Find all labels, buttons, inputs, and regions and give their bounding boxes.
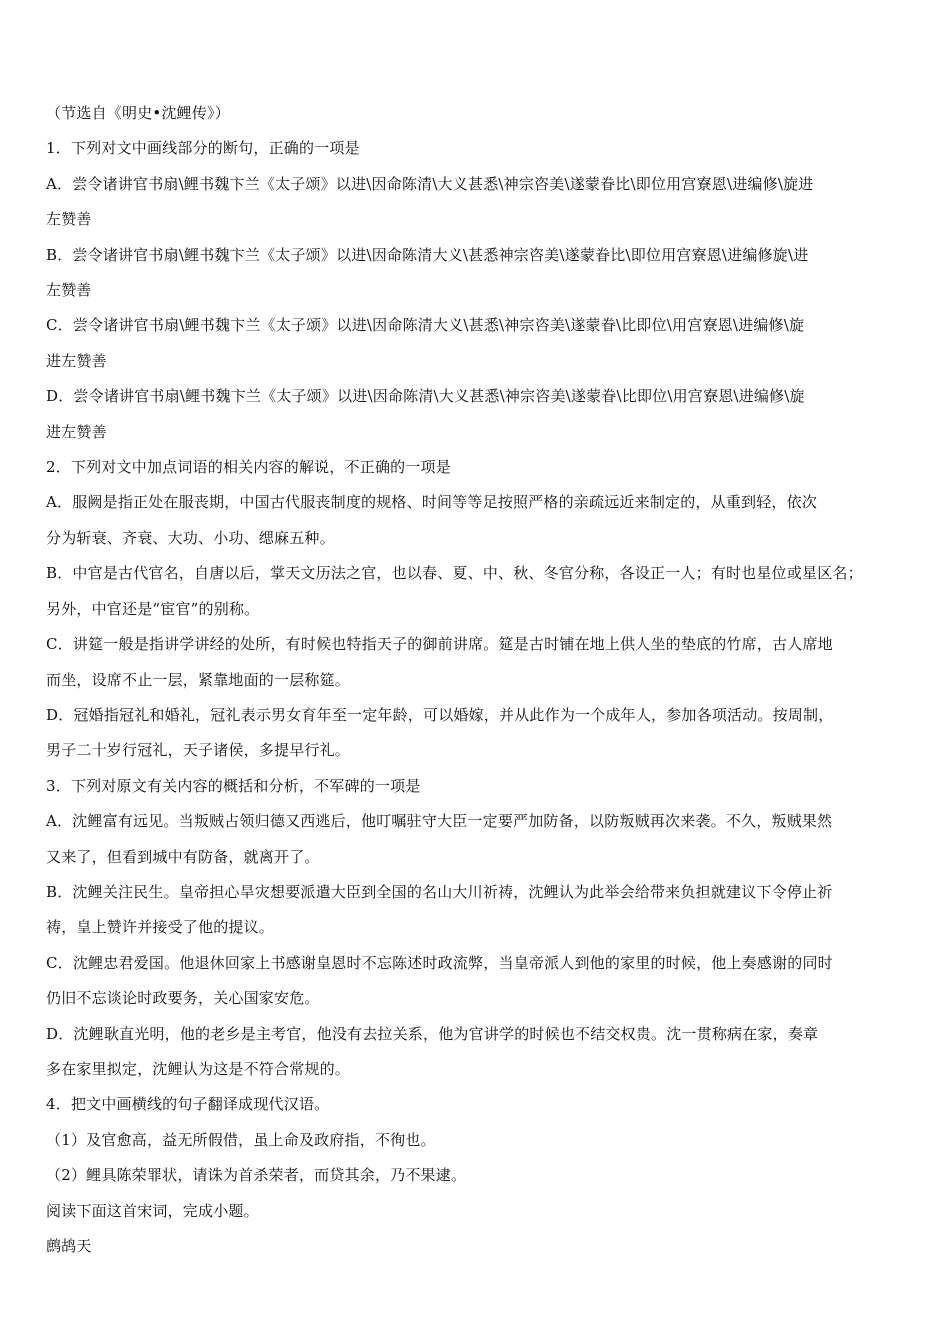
q3-option-c: C．沈鲤忠君爱国。他退休回家上书感谢皇恩时不忘陈述时政流弊，当皇帝派人到他的家里的时候，他上奏感谢的同时 (46, 953, 833, 972)
q1-option-d-cont: 进左赞善 (46, 422, 107, 441)
question-2-stem: 2．下列对文中加点词语的相关内容的解说，不正确的一项是 (46, 458, 451, 477)
q1-option-c: C．尝令诸讲官书扇\鲤书魏卞兰《太子颂》以进\因命陈清大义\甚悉\神宗咨美\遂蒙眷\比即位\用宫寮恩\进编修\旋 (46, 316, 805, 335)
q2-option-b: B．中官是古代官名，自唐以后，掌天文历法之官，也以春、夏、中、秋、冬官分称，各设正一人；有时也星位或星区名； (46, 564, 863, 583)
q1-option-b: B．尝令诸讲官书扇\鲤书魏卞兰《太子颂》以进\因命陈清大义\甚悉神宗咨美\遂蒙眷比\即位用宫寮恩\进编修旋\进 (46, 245, 809, 264)
q1-option-a: A．尝令诸讲官书扇\鲤书魏卞兰《太子颂》以进\因命陈清\大义甚悉\神宗咨美\遂蒙眷比\即位用宫寮恩\进编修\旋进 (46, 174, 814, 193)
q1-option-a-cont: 左赞善 (46, 210, 92, 229)
q4-sentence-1: （1）及官愈高，益无所假借，虽上命及政府指，不徇也。 (46, 1130, 436, 1149)
q3-option-b: B．沈鲤关注民生。皇帝担心旱灾想要派遣大臣到全国的名山大川祈祷，沈鲤认为此举会给带来负担就建议下令停止祈 (46, 882, 833, 901)
q3-option-a-cont: 又来了，但看到城中有防备，就离开了。 (46, 847, 320, 866)
q1-option-d: D．尝令诸讲官书扇\鲤书魏卞兰《太子颂》以进\因命陈清\大义甚悉\神宗咨美\遂蒙眷\比即位\用宫寮恩\进编修\旋 (46, 387, 805, 406)
q2-option-a: A．服阙是指正处在服丧期，中国古代服丧制度的规格、时间等等足按照严格的亲疏远近来制定的，从重到轻，依次 (46, 493, 818, 512)
q3-option-d: D．沈鲤耿直光明，他的老乡是主考官，他没有去拉关系，他为官讲学的时候也不结交权贵。沈一贯称病在家，奏章 (46, 1024, 819, 1043)
question-1-stem: 1．下列对文中画线部分的断句，正确的一项是 (46, 139, 360, 158)
q3-option-c-cont: 仍旧不忘谈论时政要务，关心国家安危。 (46, 989, 320, 1008)
q2-option-a-cont: 分为斩衰、齐衰、大功、小功、缌麻五种。 (46, 528, 335, 547)
q2-option-c-cont: 而坐，设席不止一层，紧靠地面的一层称筵。 (46, 670, 351, 689)
source-note: （节选自《明史•沈鲤传》） (46, 104, 230, 122)
reading-intro: 阅读下面这首宋词，完成小题。 (46, 1201, 259, 1220)
q2-option-d-cont: 男子二十岁行冠礼，天子诸侯，多提早行礼。 (46, 741, 351, 760)
question-3-stem: 3．下列对原文有关内容的概括和分析，不军碑的一项是 (46, 776, 421, 795)
q3-option-a: A．沈鲤富有远见。当叛贼占领归德又西逃后，他叮嘱驻守大臣一定要严加防备，以防叛贼再次来袭。不久，叛贼果然 (46, 812, 833, 831)
q2-option-d: D．冠婚指冠礼和婚礼，冠礼表示男女育年至一定年龄，可以婚嫁，并从此作为一个成年人，参加各项活动。按周制， (46, 705, 834, 724)
q1-option-b-cont: 左赞善 (46, 281, 92, 300)
question-4-stem: 4．把文中画横线的句子翻译成现代汉语。 (46, 1095, 330, 1114)
q2-option-b-cont: 另外，中官还是“宦官”的别称。 (46, 599, 260, 618)
poem-title: 鹧鸪天 (46, 1237, 92, 1255)
q4-sentence-2: （2）鲤具陈荣罪状，请诛为首杀荣者，而贷其余，乃不果逮。 (46, 1166, 467, 1185)
q3-option-d-cont: 多在家里拟定，沈鲤认为这是不符合常规的。 (46, 1059, 351, 1078)
q2-option-c: C．讲筵一般是指讲学讲经的处所，有时候也特指天子的御前讲席。筵是古时铺在地上供人坐的垫底的竹席，古人席地 (46, 635, 833, 654)
q1-option-c-cont: 进左赞善 (46, 351, 107, 370)
q3-option-b-cont: 祷，皇上赞许并接受了他的提议。 (46, 918, 275, 937)
document-page (46, 96, 912, 1264)
